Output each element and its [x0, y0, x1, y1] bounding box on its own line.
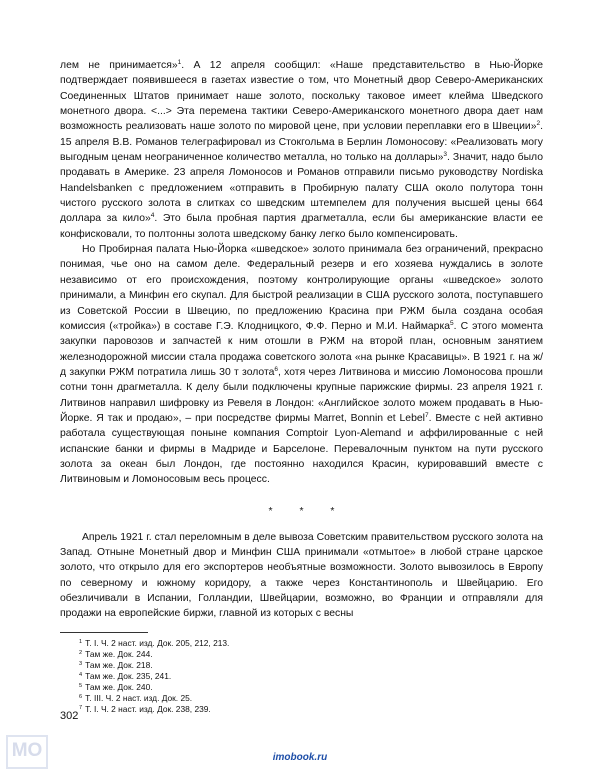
footnote-number: 4 [79, 671, 83, 678]
footnote-text: Там же. Док. 240. [85, 682, 153, 693]
footnote-number: 3 [79, 660, 83, 667]
footnote-number: 6 [79, 694, 83, 701]
footnote-ref[interactable]: 1 [177, 59, 182, 66]
footnote-number: 7 [79, 705, 83, 712]
page-number: 302 [60, 710, 79, 722]
footnote-text: Т. I. Ч. 2 наст. изд. Док. 205, 212, 213. [85, 637, 230, 648]
paragraph: Но Пробирная палата Нью-Йорка «шведское» золото принимала без ограничений, прекрасно понимая, чье оно на самом деле. Федеральный резерв и его хозяева нуждались в золоте независимо от его происхождения, поэтому контролирующие органы «шведское» золото принимали, а Минфин его скупал. Для быстрой реализации в США русского золота, поступавшего из Советской России в Швецию, по предложению Красина при РЖМ была создана особая комиссия («тройка») в составе Г.Э. Клодницкого, Ф.Ф. Перно и М.И. Наймарка$^5$. С этого момента закупки паровозов и запчастей к ним отошли в РЖМ на второй план, основным занятием железнодорожной миссии стала продажа советского золота «на рынке Красавицы». В 1921 г. на ж/д закупки РЖМ потратила лишь 30 т золота$^6$, хотя через Литвинова и миссию Ломоносова прошли сотни тонн драгметалла. К делу были подключены крупные парижские фирмы. 23 апреля 1921 г. Литвинов направил шифровку из Ревеля в Лондон: «Английское золото можем продавать в Нью-Йорке. Я так и продаю», – при посредстве фирмы Marret, Bonnin et Lebel$^7$. Вместе с ней активно работала существующая поныне компания Comptoir Lyon-Alemand и аффилированные с ней испанские банки и фирмы в Мадриде и Барселоне. Перевалочным пунктом на пути русского золота за океан был Лондон, где постоянно находился Красин, курировавший вместе с Литвиновым и Ломоносовым весь процесс. [60, 244, 544, 486]
footnote [60, 638, 543, 649]
footnote [60, 649, 543, 660]
section-separator: * * * [268, 505, 347, 517]
paragraph: Апрель 1921 г. стал переломным в деле вывоза Советским правительством русского золота на Запад. Отныне Монетный двор и Минфин США принимали «отмытое» в любой стране царское золото, что открыло для его экспортеров необъятные возможности. Золото вывозилось в Европу по северному и южному коридору, а также через Константинополь и Швейцарию. Его обезличивали в Испании, Голландии, Швейцарии, возможно, во Франции и отправляли для продажи на европейские биржи, главной из которых с весны [60, 531, 543, 620]
footnote-text: Там же. Док. 244. [85, 648, 153, 659]
footnote [60, 671, 543, 682]
page-body [60, 58, 543, 715]
footnote [60, 660, 543, 671]
footnote-ref[interactable]: 6 [274, 365, 279, 373]
footnote-number: 1 [79, 638, 83, 645]
footnote-number: 2 [79, 649, 83, 656]
main-text [60, 58, 543, 488]
site-link[interactable]: imobook.ru [272, 752, 328, 763]
footnote [60, 693, 543, 704]
footnote-number: 5 [79, 683, 83, 690]
footnote-ref[interactable]: 3 [443, 151, 447, 159]
paragraph: лем не принимается»$^1$. А 12 апреля сообщил: «Наше представительство в Нью-Йорке подтверждает появившееся в газетах известие о том, что Монетный двор Северо-Американских Соединенных Штатов принимает наше золото, поскольку таковое имеет клейма Шведского монетного двора. <...> Эта перемена тактики Северо-Американского монетного двора дает нам возможность реализовать наше золото по мировой цене, при условии переплавки его в Швеции»$^2$. 15 апреля В.В. Романов телеграфировал из Стокгольма в Берлин Ломоносову: «Реализовать могу выгодным ценам неограниченное количество металла, но только на доллары»$^3$. Значит, надо было продавать в Америке. 23 апреля Ломоносов и Романов отправили письмо руководству Nordiska Handelsbanken с предложением «отправить в Пробирную палату США около полутора тонн чистого русского золота в слитках со шведским штемпелем для получения высшей цены 664 доллара за кило»$^4$. Это была пробная партия драгметалла, если бы американские власти ее конфисковали, то полтонны золота шведскому банку легко было компенсировать. [60, 59, 544, 240]
footnote-ref[interactable]: 4 [150, 212, 155, 220]
footnote-text: Там же. Док. 218. [85, 659, 153, 670]
footnote-text: Там же. Док. 235, 241. [85, 670, 172, 681]
footnote [60, 704, 543, 715]
footnote-ref[interactable]: 7 [424, 411, 429, 419]
footnote-text: Т. III. Ч. 2 наст. изд. Док. 25. [85, 693, 193, 704]
footnote-ref[interactable]: 5 [450, 319, 454, 327]
footnote [60, 682, 543, 693]
footnotes [60, 638, 543, 716]
watermark-logo: MO [6, 735, 48, 769]
footnote-ref[interactable]: 2 [536, 120, 541, 128]
footnote-text: Т. I. Ч. 2 наст. изд. Док. 238, 239. [85, 704, 211, 715]
footnote-divider [60, 632, 148, 633]
